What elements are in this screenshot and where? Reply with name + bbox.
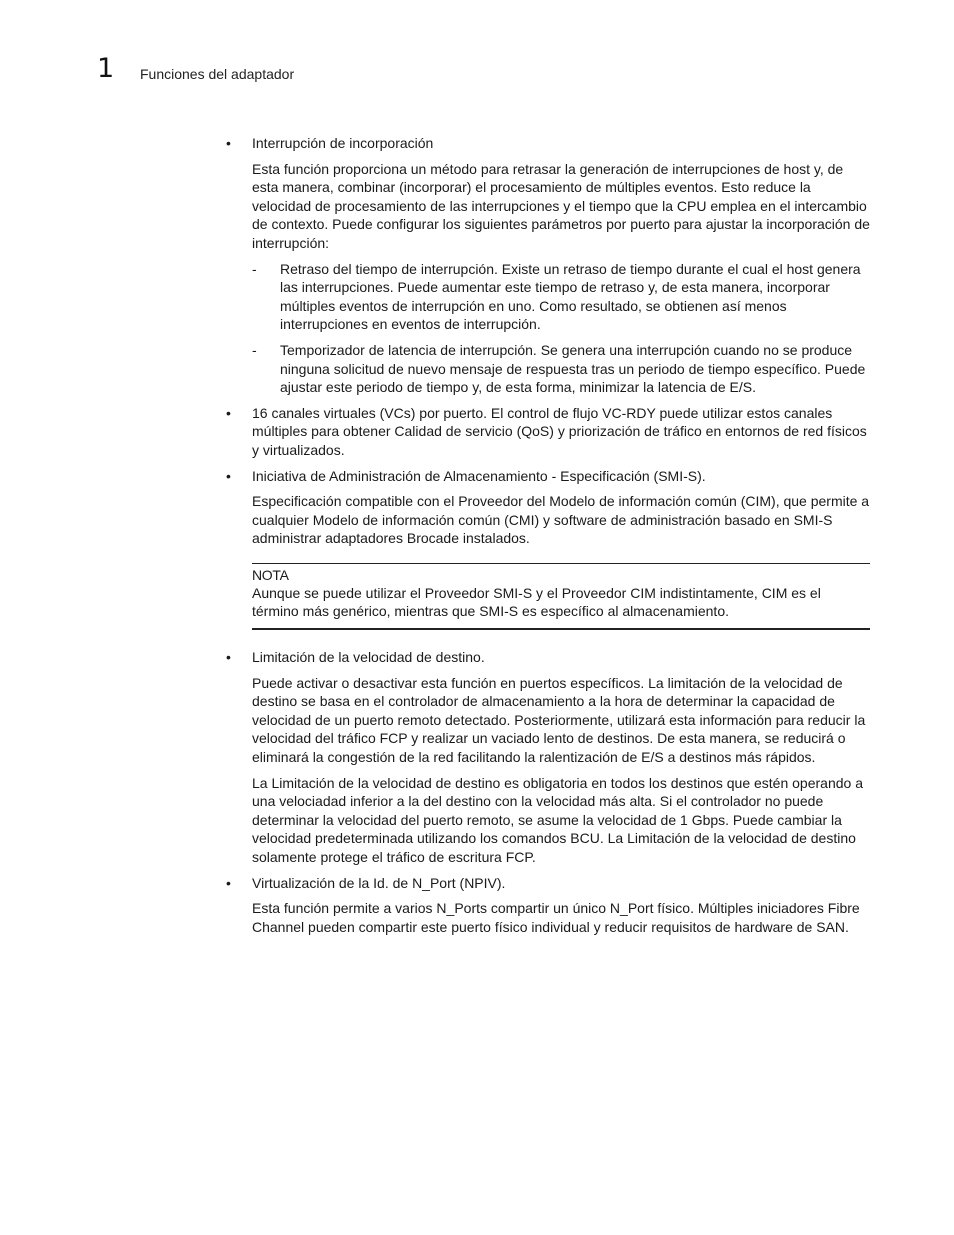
chapter-number: 1: [97, 53, 115, 84]
bullet-title: Iniciativa de Administración de Almacenamiento - Especificación (SMI-S).: [252, 467, 706, 484]
dash-icon: -: [252, 341, 257, 358]
bullet-npiv: [226, 874, 870, 893]
dash-icon: -: [252, 260, 257, 277]
paragraph: La Limitación de la velocidad de destino es obligatoria en todos los destinos que estén operando a una velociadad inferior a la del destino con la velocidad más alta. Si el controlador no puede determinar la velocidad del puerto remoto, se asume la velocidad de 1 Gbps. Puede cambiar la velocidad predeterminada utilizando los comandos BCU. La Limitación de la velocidad de destino solamente protege el tráfico de escritura FCP.: [252, 774, 863, 865]
bullet-title: Virtualización de la Id. de N_Port (NPIV).: [252, 874, 506, 891]
paragraph: Esta función permite a varios N_Ports compartir un único N_Port físico. Múltiples iniciadores Fibre Channel pueden compartir este puerto físico individual y reducir requisitos de hardware de SAN.: [252, 900, 860, 935]
paragraph: Esta función proporciona un método para retrasar la generación de interrupciones de host y, de esta manera, combinar (incorporar) el procesamiento de múltiples eventos. Esto reduce la velocidad de procesamiento de las interrupciones y el tiempo que la CPU emplea en el intercambio de contexto. Puede configurar los siguientes parámetros por puerto para ajustar la incorporación de interrupción:: [252, 160, 870, 251]
paragraph: Puede activar o desactivar esta función en puertos específicos. La limitación de la velocidad de destino se basa en el controlador de almacenamiento a la hora de determinar la capacidad de velocidad de un puerto remoto detectado. Posteriormente, utilizará esta información para reducir la velocidad del tráfico FCP y realizar un vaciado lento de destinos. De esta manera, se reducirá o eliminará la congestión de la red facilitando la ralentización de E/S a destinos más rápidos.: [252, 674, 866, 766]
page-body: [226, 134, 870, 943]
bullet-title: Limitación de la velocidad de destino.: [252, 649, 485, 666]
bullet-smis: [226, 467, 870, 486]
sub-list: [252, 260, 870, 397]
bullet-virtual-channels: [226, 404, 870, 460]
bullet-title: Interrupción de incorporación: [252, 135, 434, 151]
bullet-icon: •: [226, 649, 231, 666]
running-header-title: Funciones del adaptador: [140, 66, 295, 82]
sub-item-text: Retraso del tiempo de interrupción. Existe un retraso de tiempo durante el cual el host genera las interrupciones. Puede aumentar este tiempo de retraso y, de esta manera, incorporar múltiples eventos de interrupción en uno. Como resultado, se obtienen así menos interrupciones en eventos de interrupción.: [280, 260, 861, 333]
note-box: [252, 563, 870, 630]
note-text: Aunque se puede utilizar el Proveedor SMI-S y el Proveedor CIM indistintamente, CIM es el término más genérico, mientras que SMI-S es específico al almacenamiento.: [252, 584, 821, 620]
bullet-icon: •: [226, 874, 231, 891]
sub-item-text: Temporizador de latencia de interrupción. Se genera una interrupción cuando no se produce ninguna solicitud de nuevo mensaje de respuesta tras un periodo de tiempo específico. Puede ajustar este periodo de tiempo y, de esta forma, minimizar la latencia de E/S.: [280, 341, 866, 396]
paragraph: Especificación compatible con el Proveedor del Modelo de información común (CIM), que permite a cualquier Modelo de información común (CMI) y software de administración basado en SMI-S administrar adaptadores Brocade instalados.: [252, 493, 870, 547]
sub-item-latency: [252, 341, 870, 397]
bullet-target-rate-limiting: [226, 648, 870, 667]
sub-item-delay: [252, 260, 870, 334]
bullet-icon: •: [226, 404, 231, 421]
bullet-icon: •: [226, 135, 231, 151]
bullet-title: 16 canales virtuales (VCs) por puerto. El control de flujo VC-RDY puede utilizar estos canales múltiples para obtener Calidad de servicio (QoS) y priorización de tráfico en entornos de red físicos y virtualizados.: [252, 404, 867, 458]
bullet-icon: •: [226, 467, 231, 484]
note-label: NOTA: [252, 566, 289, 583]
bullet-interrupt-coalescing: [226, 134, 870, 153]
